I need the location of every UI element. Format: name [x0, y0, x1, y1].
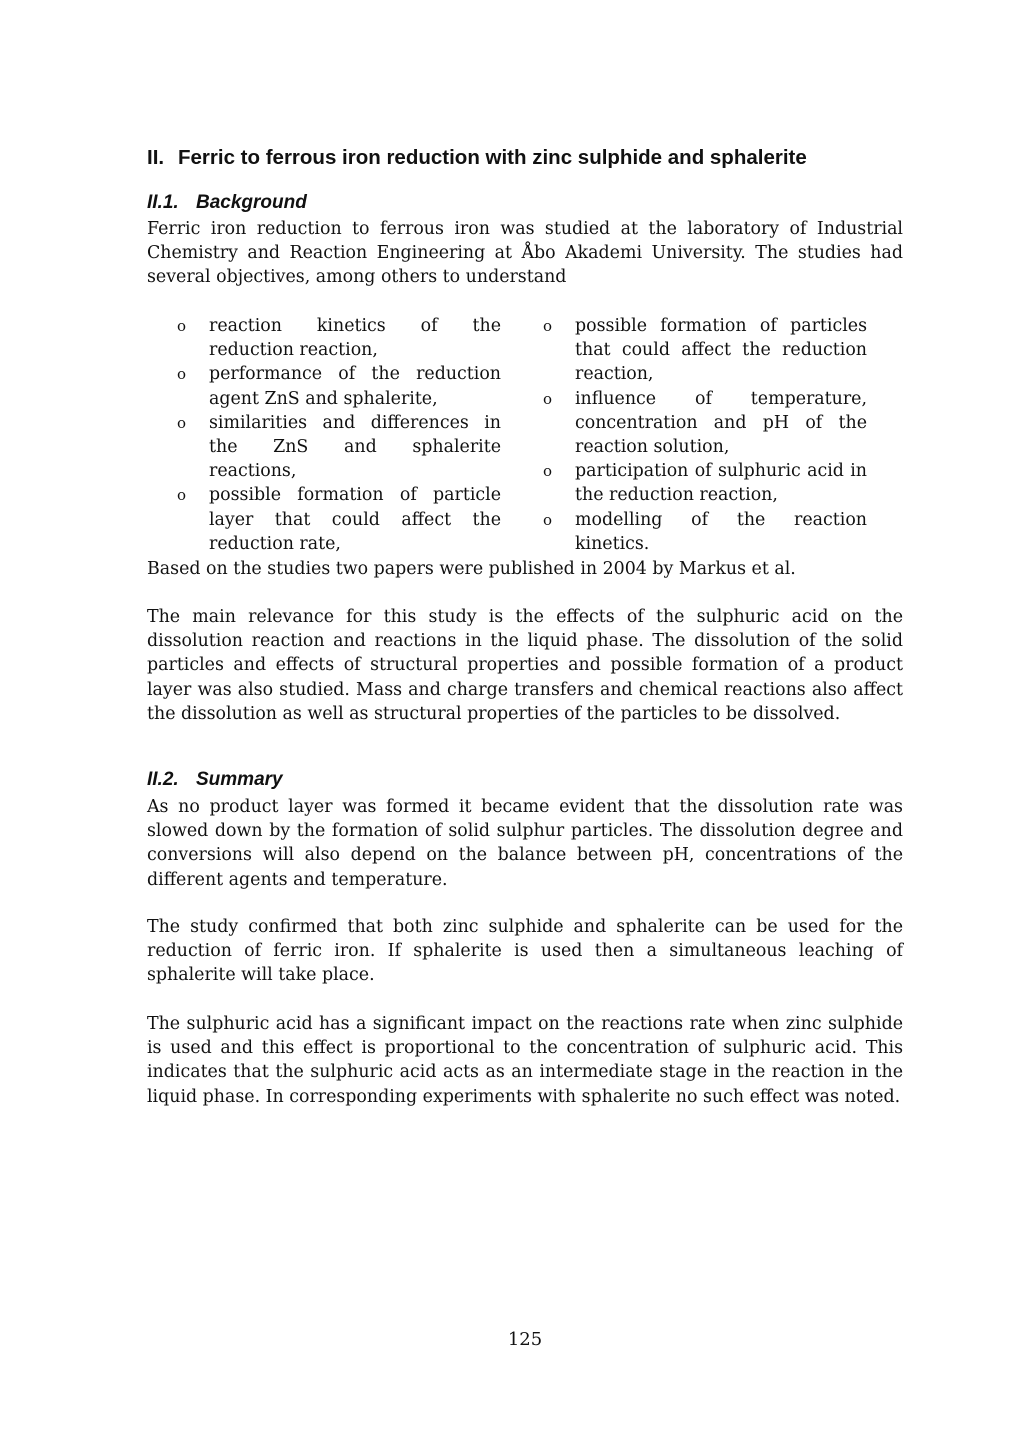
section-heading-summary [147, 768, 283, 792]
paragraph-published: Based on the studies two papers were published in 2004 by Markus et al. [147, 559, 796, 579]
paragraph-summary-2: The study confirmed that both zinc sulphide and sphalerite can be used for the reduction of ferric iron. If sphalerite is used then a simultaneous leaching of sphalerite will take place. [147, 917, 903, 986]
objectives-list [177, 314, 909, 556]
page-number: 125 [507, 1329, 543, 1350]
bullet-marker: o [543, 389, 553, 408]
list-item [543, 314, 867, 387]
document-page [147, 0, 903, 1450]
list-item-text: influence of temperature, concentration and pH of the reaction solution, [575, 388, 867, 458]
list-item-text: participation of sulphuric acid in the reduction reaction, [575, 461, 867, 506]
list-item-text: performance of the reduction agent ZnS and sphalerite, [209, 364, 501, 409]
list-item-text: modelling of the reaction kinetics. [575, 509, 867, 554]
paragraph-summary-3: The sulphuric acid has a significant impact on the reactions rate when zinc sulphide is used and this effect is proportional to the concentration of sulphuric acid. This indicates that the sulphuric acid acts as an intermediate stage in the reaction in the liquid phase. In corresponding experiments with sphalerite no such effect was noted. [147, 1014, 903, 1107]
paragraph-intro: Ferric iron reduction to ferrous iron was studied at the laboratory of Industrial Chemistry and Reaction Engineering at Åbo Akademi University. The studies had several objectives, among others to understand [147, 219, 903, 288]
list-item [177, 411, 501, 484]
paragraph-relevance: The main relevance for this study is the effects of the sulphuric acid on the dissolution reaction and reactions in the liquid phase. The dissolution of the solid particles and effects of structural properties and possible formation of a product layer was also studied. Mass and charge transfers and chemical reactions also affect the dissolution as well as structural properties of the particles to be dissolved. [147, 607, 903, 724]
section-title: Summary [196, 769, 283, 790]
section-title: Background [196, 192, 307, 213]
list-item [543, 508, 867, 556]
chapter-title: Ferric to ferrous iron reduction with zinc sulphide and sphalerite [178, 146, 807, 169]
list-item-text: possible formation of particle layer that could affect the reduction rate, [209, 485, 501, 554]
objectives-list-left [177, 314, 501, 556]
list-item-text: reaction kinetics of the reduction reaction, [209, 316, 501, 361]
list-item-text: possible formation of particles that could affect the reduction reaction, [575, 316, 867, 385]
bullet-marker: o [177, 486, 187, 505]
section-heading-background [147, 191, 307, 215]
bullet-marker: o [177, 365, 187, 384]
list-item [177, 314, 501, 362]
list-item [177, 362, 501, 410]
objectives-list-right [543, 314, 867, 556]
paragraph-summary-1: As no product layer was formed it became evident that the dissolution rate was slowed down by the formation of solid sulphur particles. The dissolution degree and conversions will also depend on the balance between pH, concentrations of the different agents and temperature. [147, 797, 903, 890]
bullet-marker: o [543, 510, 553, 529]
bullet-marker: o [543, 317, 553, 335]
list-item [543, 387, 867, 460]
section-number: II.1. [147, 192, 179, 213]
bullet-marker: o [177, 413, 187, 432]
bullet-marker: o [177, 317, 187, 335]
list-item [543, 459, 867, 507]
list-item-text: similarities and differences in the ZnS and sphalerite reactions, [209, 412, 501, 482]
chapter-number: II. [147, 146, 165, 169]
chapter-heading [147, 143, 807, 173]
list-item [177, 483, 501, 556]
section-number: II.2. [147, 769, 179, 790]
bullet-marker: o [543, 462, 553, 481]
